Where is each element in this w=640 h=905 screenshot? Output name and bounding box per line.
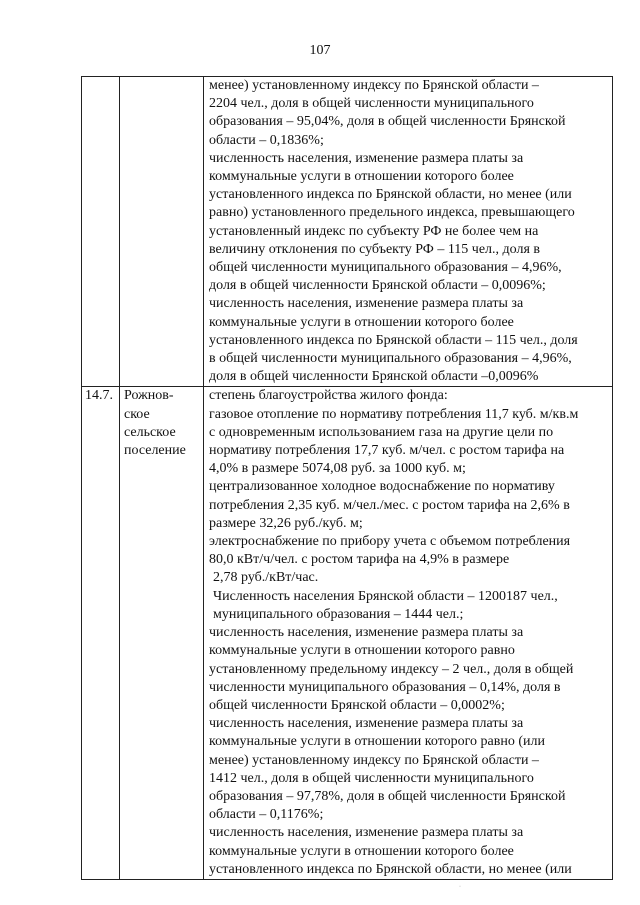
description-line: менее) установленному индексу по Брянской области – bbox=[209, 78, 539, 93]
description-line: коммунальные услуги в отношении которого равно bbox=[209, 643, 515, 659]
description-line: численность населения, изменение размера платы за bbox=[209, 296, 524, 312]
scan-speck: · bbox=[459, 884, 461, 890]
description-cell bbox=[204, 387, 613, 879]
description-line: общей численности муниципального образования – 4,96%, bbox=[209, 260, 562, 276]
description-line: численность населения, изменение размера платы за bbox=[209, 150, 524, 166]
description-line: области – 0,1836%; bbox=[209, 132, 324, 148]
description-line: централизованное холодное водоснабжение по нормативу bbox=[209, 479, 555, 495]
description-line: установленного индекса по Брянской области – 115 чел., доля bbox=[209, 332, 578, 348]
description-line: образования – 97,78%, доля в общей численности Брянской bbox=[209, 788, 566, 804]
description-line: величину отклонения по субъекту РФ – 115 чел., доля в bbox=[209, 241, 541, 257]
description-line: коммунальные услуги в отношении которого более bbox=[209, 169, 514, 185]
description-line: установленный индекс по субъекту РФ не более чем на bbox=[209, 223, 539, 239]
description-line: установленного индекса по Брянской области, но менее (или bbox=[209, 861, 572, 877]
page-number: 107 bbox=[309, 43, 331, 58]
settlement-name-cell bbox=[120, 77, 204, 387]
description-line: численность населения, изменение размера платы за bbox=[209, 825, 524, 841]
description-line: доля в общей численности Брянской области – 0,0096%; bbox=[209, 278, 546, 294]
settlement-name-line: Рожнов- bbox=[124, 388, 174, 404]
description-line: области – 0,1176%; bbox=[209, 807, 324, 823]
description-line: общей численности Брянской области – 0,0002%; bbox=[209, 697, 505, 713]
table-row bbox=[82, 77, 613, 387]
document-table bbox=[81, 76, 613, 880]
table-row bbox=[82, 387, 613, 879]
description-line: коммунальные услуги в отношении которого равно (или bbox=[209, 734, 545, 750]
settlement-name-line: ское bbox=[124, 406, 150, 422]
description-line: газовое отопление по нормативу потребления 11,7 куб. м/кв.м bbox=[209, 406, 579, 422]
row-number-cell bbox=[82, 77, 120, 387]
description-line: коммунальные услуги в отношении которого более bbox=[209, 314, 514, 330]
description-line: Численность населения Брянской области – 1200187 чел., bbox=[213, 588, 558, 604]
description-line: равно) установленного предельного индекса, превышающего bbox=[209, 205, 575, 221]
settlement-name-cell bbox=[120, 387, 204, 879]
description-line: численность населения, изменение размера платы за bbox=[209, 716, 524, 732]
description-line: установленного индекса по Брянской области, но менее (или bbox=[209, 187, 572, 203]
description-line: 4,0% в размере 5074,08 руб. за 1000 куб. м; bbox=[209, 461, 466, 477]
description-line: образования – 95,04%, доля в общей численности Брянской bbox=[209, 114, 566, 130]
description-line: размере 32,26 руб./куб. м; bbox=[209, 515, 363, 531]
description-line: численности муниципального образования – 0,14%, доля в bbox=[209, 679, 561, 695]
description-line: установленному предельному индексу – 2 чел., доля в общей bbox=[209, 661, 574, 677]
description-line: с одновременным использованием газа на другие цели по bbox=[209, 424, 554, 440]
table-body bbox=[82, 77, 613, 880]
description-line: 1412 чел., доля в общей численности муниципального bbox=[209, 770, 534, 786]
description-line: муниципального образования – 1444 чел.; bbox=[213, 606, 464, 622]
settlement-name-line: поселение bbox=[124, 443, 186, 459]
description-line: менее) установленному индексу по Брянской области – bbox=[209, 752, 539, 768]
description-line: доля в общей численности Брянской области –0,0096% bbox=[209, 369, 539, 385]
description-line: 2,78 руб./кВт/час. bbox=[213, 570, 319, 586]
settlement-name-line: сельское bbox=[124, 424, 176, 440]
description-line: электроснабжение по прибору учета с объемом потребления bbox=[209, 534, 571, 550]
description-line: численность населения, изменение размера платы за bbox=[209, 625, 524, 641]
description-line: коммунальные услуги в отношении которого более bbox=[209, 843, 514, 859]
description-line: 80,0 кВт/ч/чел. с ростом тарифа на 4,9% в размере bbox=[209, 552, 510, 568]
description-line: степень благоустройства жилого фонда: bbox=[209, 388, 448, 404]
description-line: 2204 чел., доля в общей численности муниципального bbox=[209, 96, 534, 112]
description-line: нормативу потребления 17,7 куб. м/чел. с ростом тарифа на bbox=[209, 443, 565, 459]
row-number-cell: 14.7. bbox=[82, 387, 120, 879]
description-cell bbox=[204, 77, 613, 387]
description-line: в общей численности муниципального образования – 4,96%, bbox=[209, 351, 572, 367]
description-line: потребления 2,35 куб. м/чел./мес. с ростом тарифа на 2,6% в bbox=[209, 497, 570, 513]
